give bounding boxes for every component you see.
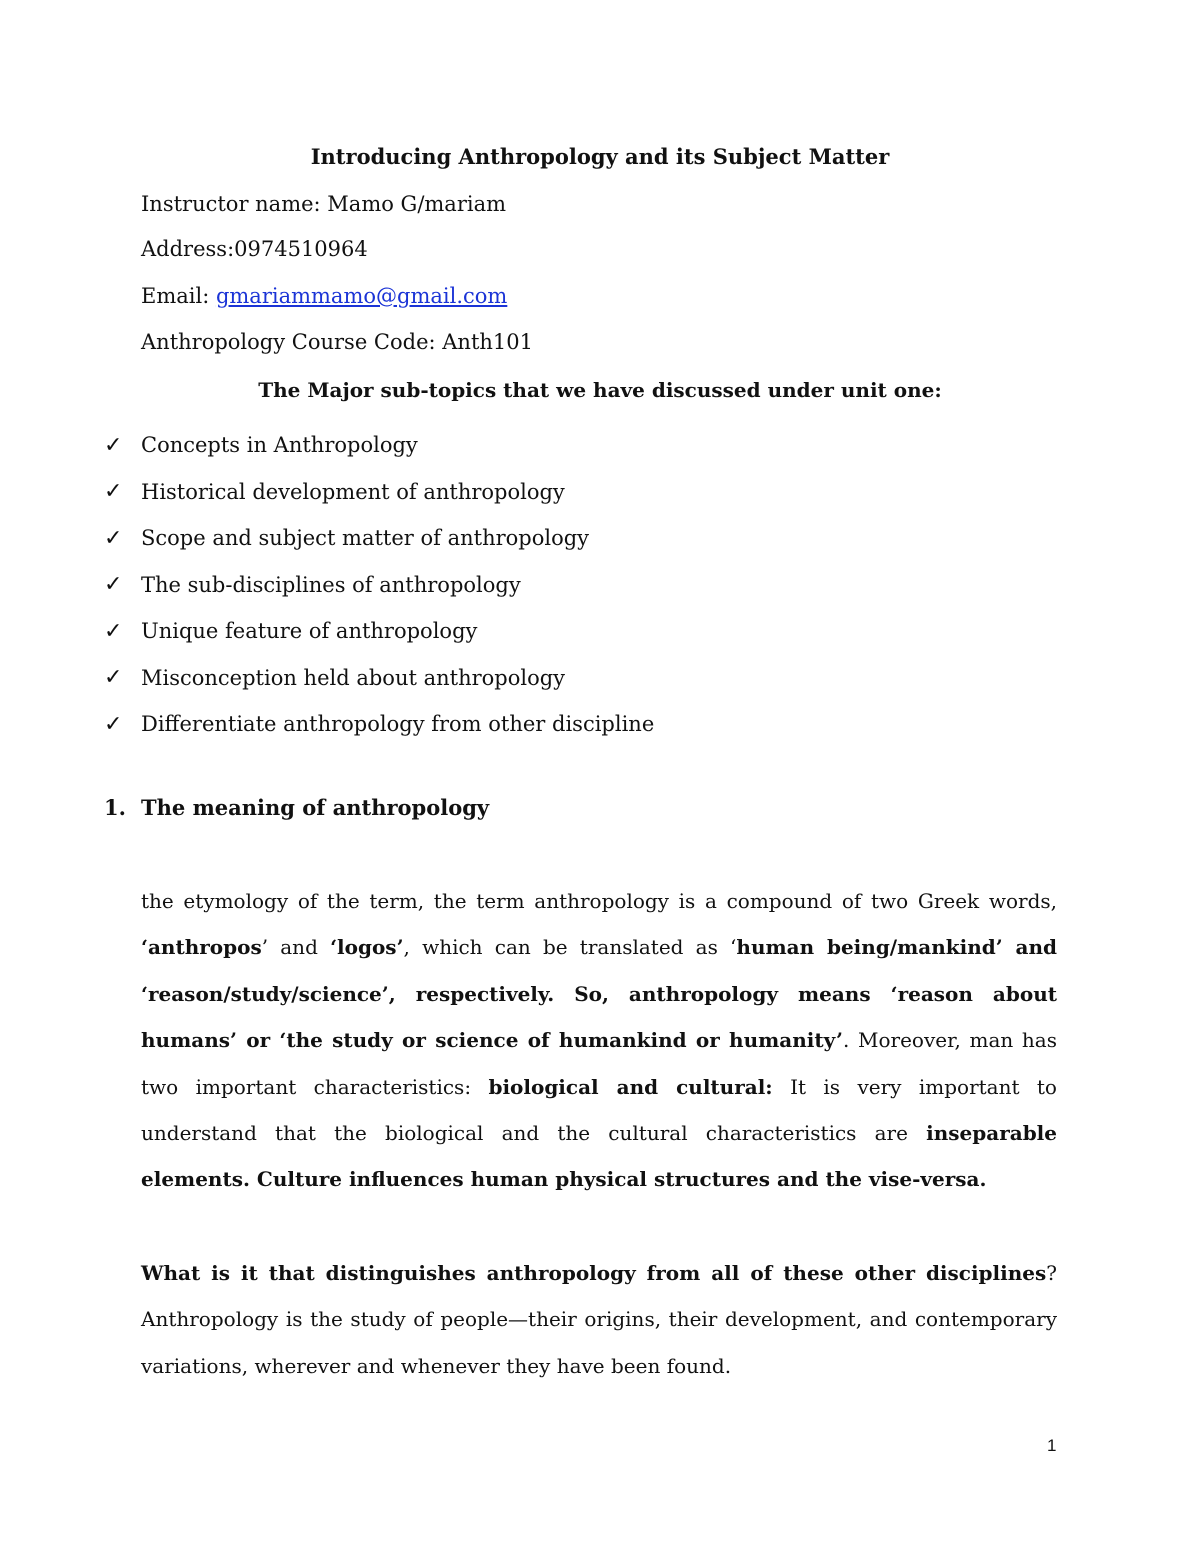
list-item — [104, 608, 654, 655]
page-number: 1 — [1047, 1436, 1057, 1455]
section-heading — [104, 795, 489, 820]
section-title: The meaning of anthropology — [141, 795, 490, 820]
list-item — [104, 655, 654, 702]
paragraph-bold-text: human being/mankind’ and ‘reason/study/science’, respectively. So, anthropology means ‘reason about humans’ or ‘the study or science of humankind or humanity’ — [141, 935, 1057, 1053]
paragraph-bold-text: ‘anthropos — [141, 935, 262, 960]
section-number: 1. — [104, 795, 126, 820]
meaning-paragraph — [141, 878, 1057, 1203]
paragraph-bold-text: inseparable elements. Culture influences human physical structures and the vise-versa. — [141, 1121, 1057, 1192]
checkmark-icon: ✓ — [104, 711, 123, 737]
distinguishes-paragraph — [141, 1250, 1057, 1389]
list-item — [104, 701, 654, 748]
list-item-label: Scope and subject matter of anthropology — [141, 526, 590, 551]
list-item — [104, 562, 654, 609]
list-item — [104, 422, 654, 469]
list-item-label: The sub-disciplines of anthropology — [141, 572, 521, 597]
email-link[interactable]: gmariammamo@gmail.com — [215, 284, 508, 308]
paragraph-bold-text: biological and cultural: — [488, 1074, 773, 1099]
list-item-label: Misconception held about anthropology — [141, 665, 566, 690]
email-line — [141, 284, 507, 308]
paragraph-text: , which can be translated as ‘ — [403, 935, 737, 960]
email-label: Email: — [141, 284, 216, 308]
subtopics-list — [104, 422, 654, 748]
paragraph-bold-text: ‘logos’ — [330, 935, 404, 960]
paragraph-text: . Moreover, man has two important characteristics: — [141, 1028, 1057, 1099]
list-item-label: Unique feature of anthropology — [141, 619, 478, 644]
checkmark-icon: ✓ — [104, 432, 123, 458]
paragraph-text: ? Anthropology is the study of people—their origins, their development, and contemporary variations, wherever and whenever they have been found. — [141, 1261, 1057, 1378]
checkmark-icon: ✓ — [104, 572, 123, 598]
address-line: Address:0974510964 — [141, 237, 368, 261]
checkmark-icon: ✓ — [104, 525, 123, 551]
paragraph-bold-text: What is it that distinguishes anthropology from all of these other disciplines — [141, 1261, 1047, 1285]
paragraph-text: the etymology of the term, the term anthropology is a compound of two Greek words, — [141, 889, 1057, 913]
course-code-line: Anthropology Course Code: Anth101 — [141, 330, 533, 354]
document-title: Introducing Anthropology and its Subject Matter — [310, 144, 890, 169]
checkmark-icon: ✓ — [104, 618, 123, 644]
list-item-label: Historical development of anthropology — [141, 479, 565, 504]
list-item-label: Concepts in Anthropology — [141, 433, 418, 458]
list-item — [104, 469, 654, 516]
list-item — [104, 515, 654, 562]
paragraph-text: ’ and — [261, 935, 331, 960]
checkmark-icon: ✓ — [104, 479, 123, 505]
paragraph-text: It is very important to understand that the biological and the cultural characteristics are — [141, 1074, 1057, 1146]
instructor-name: Instructor name: Mamo G/mariam — [141, 192, 507, 216]
checkmark-icon: ✓ — [104, 665, 123, 691]
list-item-label: Differentiate anthropology from other discipline — [141, 712, 655, 737]
subtopics-heading: The Major sub-topics that we have discussed under unit one: — [258, 378, 942, 402]
